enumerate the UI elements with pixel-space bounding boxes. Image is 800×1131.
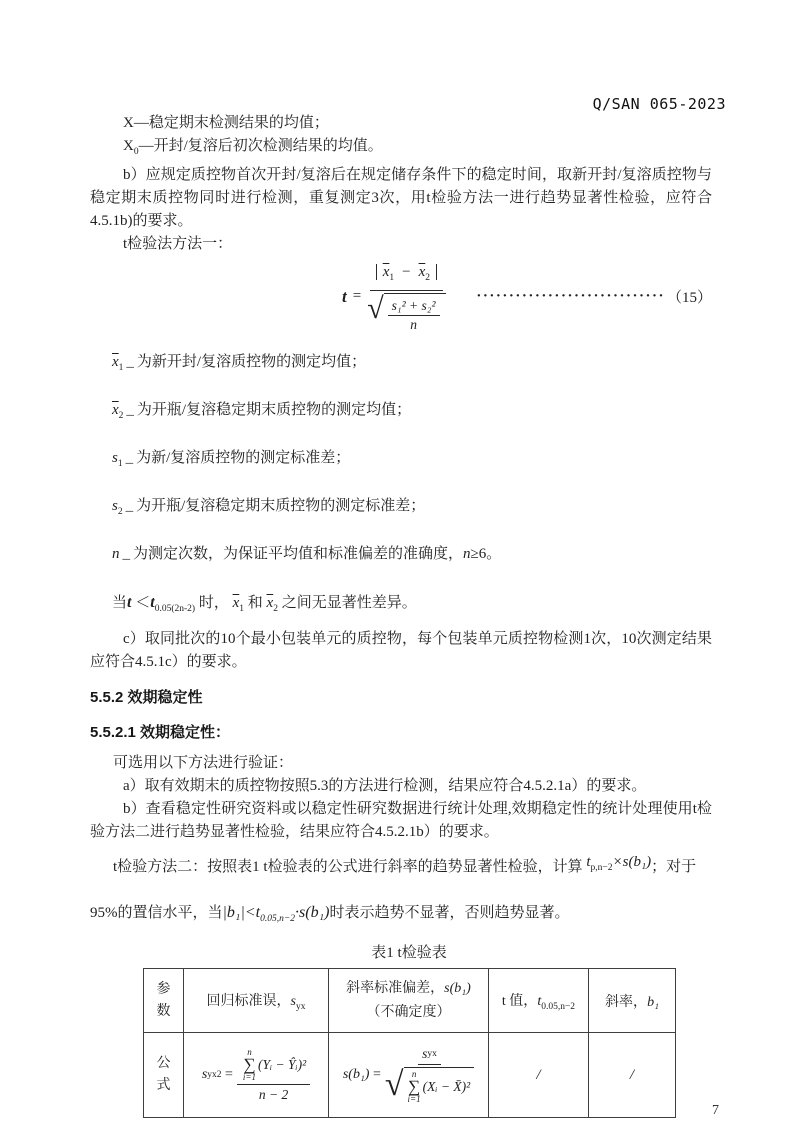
t-method1-label: t检验法方法一：	[123, 236, 233, 252]
definition-x2bar	[90, 399, 712, 428]
formula-15	[90, 261, 712, 332]
def-text: 为测定次数，为保证平均值和标准偏差的准确度，	[133, 546, 464, 562]
tm2-text3: 的置信水平，当	[117, 905, 223, 921]
s2-sub: 2	[117, 507, 123, 517]
header-regression-se	[184, 969, 329, 1033]
paragraph-b: b）应规定质控物首次开封/复溶后在规定储存条件下的稳定时间，取新开封/复溶质控物与稳定期末质控物同时进行检测，重复测定3次，用t检验方法一进行趋势显著性检验，应符合4.5.1b)的要求。	[90, 167, 712, 229]
when-mid: 时，	[198, 595, 229, 611]
n-denominator: n	[410, 317, 417, 332]
minus-sign: −	[402, 264, 411, 280]
page-number: 7	[712, 1103, 719, 1118]
s1-sub: 1	[117, 459, 123, 469]
f2-num-sub: yx	[427, 1049, 437, 1060]
inner-fraction	[388, 297, 440, 332]
table-title: 表1 t检验表	[371, 945, 447, 962]
x2bar-ref-sub: 2	[273, 604, 278, 614]
tm2-math2	[222, 904, 330, 925]
equals-sign: =	[352, 288, 362, 304]
def-dash: _	[122, 546, 130, 562]
f1-summation	[243, 1048, 256, 1082]
f2-equals: =	[372, 1067, 381, 1083]
tm2-math1	[586, 854, 652, 873]
f2-fraction	[385, 1046, 474, 1104]
n-symbol: n	[112, 546, 120, 562]
doc-code: Q/SAN 065-2023	[592, 95, 726, 113]
def-tail: ≥6。	[470, 546, 502, 562]
definition-x0	[90, 135, 712, 164]
col1-label: 回归标准误，	[206, 993, 291, 1009]
tm2-text1: t检验方法二：按照表1 t检验表的公式进行斜率的趋势显著性检验，计算	[113, 859, 587, 875]
slash-mark: /	[536, 1066, 541, 1083]
s1-symbol: s	[112, 450, 118, 466]
col2-note: （不确定度）	[366, 1004, 451, 1020]
tm2-m1-rest: ×s(b₁)	[612, 854, 652, 870]
definition-x1bar	[90, 351, 712, 380]
f2-square-root	[385, 1067, 474, 1104]
formula-lhs: t	[342, 286, 347, 306]
table-header-row	[144, 969, 676, 1033]
tcrit-symbol: t	[537, 993, 542, 1009]
slash-mark: /	[629, 1066, 635, 1083]
syx-formula	[202, 1048, 310, 1103]
and-text: 和	[247, 595, 263, 611]
s2-symbol: s	[112, 498, 118, 514]
def-dash: _	[126, 354, 134, 370]
xbar1-sub: 1	[389, 273, 395, 283]
f2-rad-expr: (Xᵢ − X̄)²	[422, 1079, 471, 1095]
f2-summation	[408, 1070, 421, 1104]
col2-label: 斜率标准偏差，	[346, 980, 445, 996]
paragraph-c: c）取同批次的10个最小包装单元的质控物，每个包装单元质控物检测1次，10次测定结果应符合4.5.1c）的要求。	[90, 631, 712, 670]
def-text: 为开瓶/复溶稳定期末质控物的测定标准差；	[136, 498, 426, 514]
col4-label: 斜率，	[605, 994, 648, 1010]
f1-lhs: s	[201, 1067, 208, 1083]
f1-den: n − 2	[258, 1086, 289, 1102]
variance-sum: s₁² + s₂²	[388, 297, 440, 316]
t-symbol: t	[127, 594, 132, 611]
def-text: 为开瓶/复溶稳定期末质控物的测定均值；	[136, 402, 412, 418]
xbar1: $\overline{x}$	[382, 264, 390, 280]
t-test-table	[143, 968, 676, 1118]
f2-lhs: s(b₁)	[342, 1067, 370, 1083]
formula-row-label: 公式	[156, 1056, 171, 1094]
n-tail-symbol: n	[463, 546, 471, 562]
header-param	[144, 969, 184, 1033]
x0-base: X	[123, 138, 134, 154]
def-dash: _	[125, 498, 134, 514]
xbar2: $\overline{x}$	[418, 264, 426, 280]
item-a: a）取有效期末的质控物按照5.3的方法进行检测，结果应符合4.5.2.1a）的要求。	[123, 778, 647, 794]
sb1-formula	[343, 1046, 474, 1104]
x2bar-sub: 2	[118, 411, 124, 421]
verify-intro: 可选用以下方法进行验证：	[113, 755, 294, 771]
x1bar-ref: $\overline{x}$	[232, 595, 240, 611]
sb1-symbol: s(b₁)	[444, 980, 471, 996]
t-critical-sub: 0.05(2n-2)	[154, 604, 196, 614]
xbar2-sub: 2	[425, 273, 431, 283]
cell-t-slash	[489, 1033, 589, 1118]
tm2-text4: 时表示趋势不显著，否则趋势显著。	[329, 905, 570, 921]
radical-symbol: √	[367, 292, 384, 325]
definition-s1	[90, 447, 712, 476]
cell-slope-slash	[589, 1033, 676, 1118]
x1bar-symbol: $\overline{x}$	[112, 354, 119, 370]
x2bar-symbol: $\overline{x}$	[112, 402, 119, 418]
tm2-m1-sub: p,n−2	[590, 863, 613, 873]
f2-radical: √	[384, 1066, 404, 1104]
sum-upper: n	[411, 1069, 417, 1080]
def-dash: _	[125, 450, 134, 466]
x2bar-ref: $\overline{x}$	[266, 595, 274, 611]
syx-symbol: s	[290, 993, 296, 1009]
header-t-value	[489, 969, 589, 1033]
f1-lhs-sub: yx	[207, 1070, 217, 1081]
dotted-leader: ·····························	[476, 288, 665, 304]
param-label: 参数	[156, 981, 171, 1019]
tm2-m2-t: t	[255, 904, 261, 921]
tm2-text2: ；对于95%	[90, 859, 697, 921]
tm2-m2-abs: |b₁|<	[222, 904, 256, 921]
less-than: ＜	[135, 595, 151, 611]
def-text: 为新开封/复溶质控物的测定均值；	[136, 354, 367, 370]
when-pre: 当	[112, 595, 128, 611]
sigma-symbol: ∑	[243, 1054, 256, 1074]
cell-row-label	[144, 1033, 184, 1118]
f1-equals: =	[225, 1067, 233, 1083]
table-formula-row	[144, 1033, 676, 1118]
t-comparison-statement	[90, 591, 712, 621]
t-method2-paragraph	[90, 848, 712, 939]
heading-5521: 5.5.2.1 效期稳定性：	[90, 724, 231, 741]
col3-label: t 值，	[501, 993, 538, 1009]
cell-syx-formula	[184, 1033, 329, 1118]
sum-lower: i=1	[242, 1071, 256, 1082]
sum-upper: n	[247, 1046, 252, 1057]
definition-s2	[90, 495, 712, 524]
item-b: b）查看稳定性研究资料或以稳定性研究数据进行统计处理,效期稳定性的统计处理使用t检验方法二进行趋势显著性检验，结果应符合4.5.2.1b）的要求。	[90, 801, 712, 840]
tm2-m2-sub: 0.05,n−2	[260, 914, 296, 925]
f2-num: s	[422, 1046, 428, 1062]
square-root	[367, 293, 445, 332]
sigma-symbol: ∑	[408, 1077, 421, 1097]
tm2-m1-t: t	[586, 854, 591, 870]
x0-subscript: 0	[133, 147, 139, 157]
formula-number: （15）	[666, 290, 712, 306]
def-text: 为新/复溶质控物的测定标准差；	[136, 450, 351, 466]
x0-text: —开封/复溶后初次检测结果的均值。	[138, 138, 383, 154]
f1-lhs-sup: 2	[216, 1070, 222, 1081]
header-slope	[589, 969, 676, 1033]
definition-x: X—稳定期末检测结果的均值；	[123, 115, 329, 131]
when-post: 之间无显著性差异。	[281, 595, 417, 611]
f1-fraction	[237, 1048, 310, 1103]
x1bar-sub: 1	[118, 363, 124, 373]
sum-lower: i=1	[407, 1094, 421, 1105]
tcrit-sub: 0.05,n−2	[541, 1001, 576, 1012]
syx-sub: yx	[295, 1001, 306, 1012]
t-critical: t	[150, 594, 155, 611]
absolute-value	[376, 264, 437, 283]
tm2-m2-rest: ·s(b₁)	[295, 904, 330, 921]
cell-sb1-formula	[329, 1033, 489, 1118]
main-fraction	[367, 261, 445, 332]
header-slope-sd	[329, 969, 489, 1033]
definition-n	[90, 543, 712, 572]
f1-num-expr: (Yᵢ − Ŷᵢ)²	[258, 1056, 307, 1072]
b1-symbol: b₁	[647, 994, 659, 1010]
page-content	[90, 112, 712, 1118]
x1bar-ref-sub: 1	[239, 604, 244, 614]
def-dash: _	[126, 402, 134, 418]
formula-15-expression	[342, 261, 446, 332]
heading-552: 5.5.2 效期稳定性	[90, 689, 203, 706]
